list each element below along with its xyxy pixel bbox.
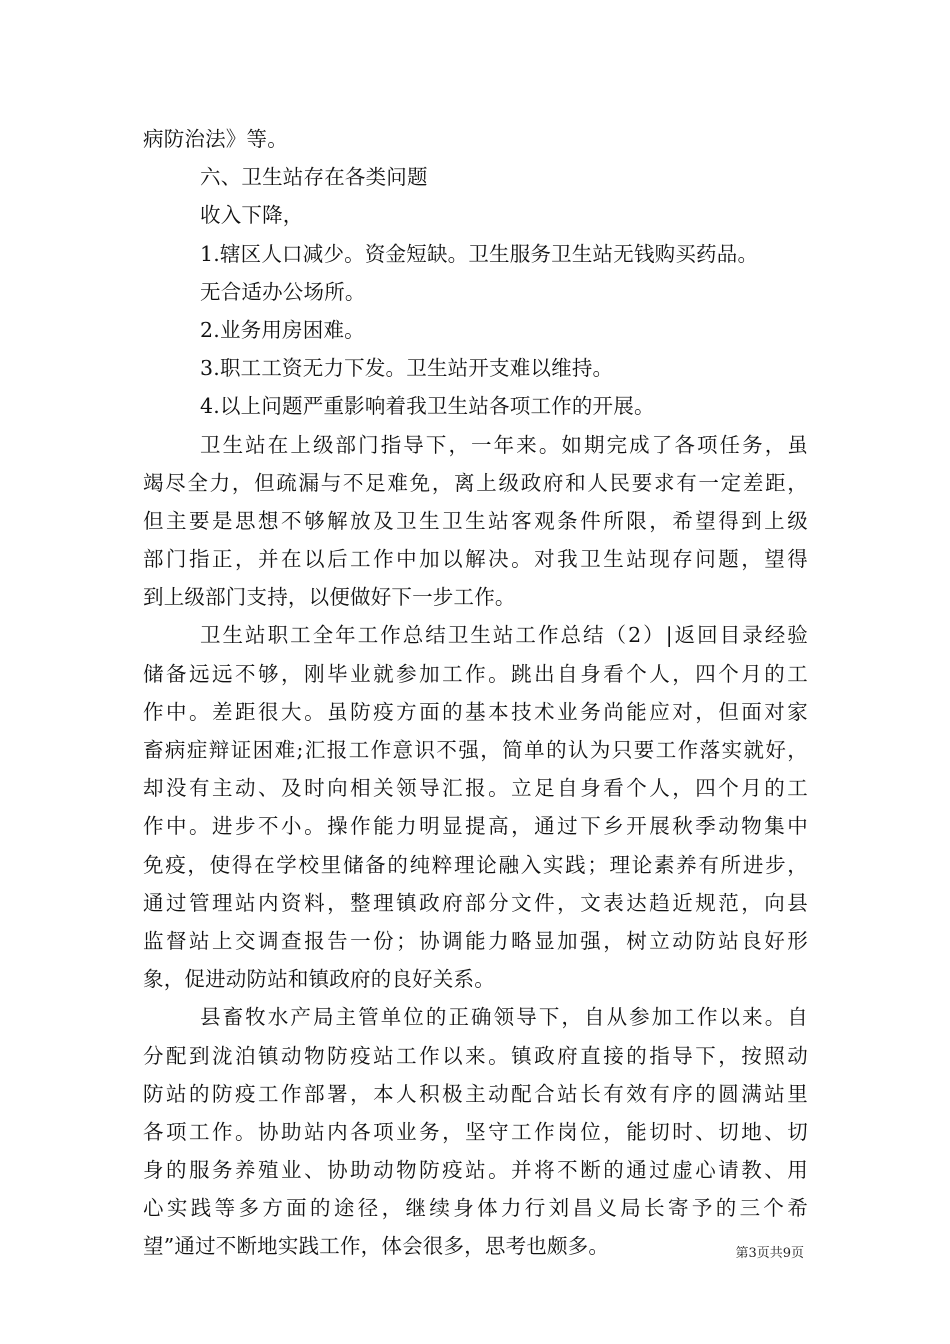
text-line: 象，促进动防站和镇政府的良好关系。 [143, 967, 495, 992]
text-line: 无合适办公场所。 [200, 279, 366, 304]
text-line: 2.业务用房困难。 [200, 317, 365, 342]
text-line: 分配到泷泊镇动物防疫站工作以来。镇政府直接的指导下，按照动 [143, 1043, 808, 1068]
document-body [143, 120, 808, 1266]
text-line: 但主要是思想不够解放及卫生卫生站客观条件所限，希望得到上级 [143, 508, 808, 533]
text-line: 病防治法》等。 [143, 127, 288, 151]
text-line: 身的服务养殖业、协助动物防疫站。并将不断的通过虚心请教、用 [143, 1158, 808, 1183]
text-line: 作中。差距很大。虽防疫方面的基本技术业务尚能应对，但面对家 [143, 699, 808, 724]
text-line: 1.辖区人口减少。资金短缺。卫生服务卫生站无钱购买药品。 [200, 241, 759, 266]
text-line: 到上级部门支持，以便做好下一步工作。 [143, 585, 516, 610]
text-line: 监督站上交调查报告一份；协调能力略显加强，树立动防站良好形 [143, 928, 808, 953]
text-line: 3.职工工资无力下发。卫生站开支难以维持。 [200, 356, 614, 381]
page-number: 第3页共9页 [735, 1246, 804, 1261]
text-line: 4.以上问题严重影响着我卫生站各项工作的开展。 [200, 394, 655, 419]
text-line: 免疫，使得在学校里储备的纯粹理论融入实践；理论素养有所进步， [143, 852, 808, 877]
text-line: 卫生站职工全年工作总结卫生站工作总结（2）|返回目录经验 [200, 623, 808, 648]
text-line: 竭尽全力，但疏漏与不足难免，离上级政府和人民要求有一定差距， [143, 470, 808, 495]
text-line: 作中。进步不小。操作能力明显提高，通过下乡开展秋季动物集中 [143, 814, 808, 839]
text-line: 各项工作。协助站内各项业务，坚守工作岗位，能切时、切地、切 [143, 1119, 808, 1144]
text-line: 却没有主动、及时向相关领导汇报。立足自身看个人，四个月的工 [143, 776, 808, 801]
text-line: 心实践等多方面的途径，继续身体力行刘昌义局长寄予的三个希 [143, 1196, 808, 1221]
text-line: 望”通过不断地实践工作，体会很多，思考也颇多。 [143, 1234, 610, 1259]
text-line: 县畜牧水产局主管单位的正确领导下，自从参加工作以来。自 [200, 1005, 808, 1030]
text-line: 畜病症辩证困难;汇报工作意识不强，简单的认为只要工作落实就好， [143, 738, 808, 762]
text-line: 防站的防疫工作部署，本人积极主动配合站长有效有序的圆满站里 [143, 1081, 808, 1106]
text-line: 收入下降， [200, 203, 304, 228]
text-line: 卫生站在上级部门指导下，一年来。如期完成了各项任务，虽 [200, 432, 808, 457]
text-line: 六、卫生站存在各类问题 [200, 165, 428, 190]
text-line: 通过管理站内资料，整理镇政府部分文件，文表达趋近规范，向县 [143, 890, 808, 915]
text-line: 储备远远不够，刚毕业就参加工作。跳出自身看个人，四个月的工 [143, 661, 808, 686]
text-line: 部门指正，并在以后工作中加以解决。对我卫生站现存问题，望得 [143, 547, 808, 572]
